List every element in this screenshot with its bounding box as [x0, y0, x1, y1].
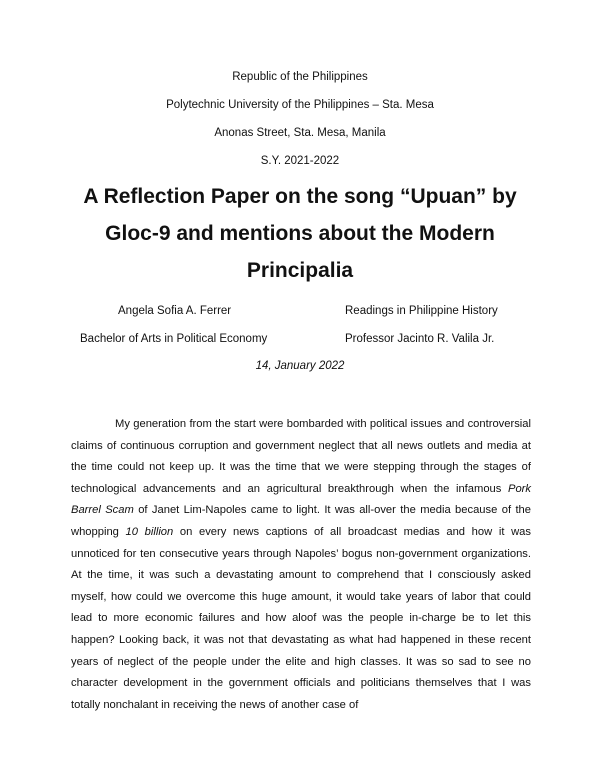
header-school-year: S.Y. 2021-2022 — [260, 155, 340, 167]
body-text-part-3: on every news captions of all broadcast medias and how it was unnoticed for ten consecutive years through Napoles’ bogus non-government organizations. At the time, it was such a devastating amount to comprehend that I consciously asked myself, how could we overcome this huge amount, it would take years of labor that could lead to more economic failures and how aloof was the people in-charge be to let this happen? Looking back, it was not that devastating as what had happened in these recent years of neglect of the people under the elite and high classes. It was so sad to see no character development in the government officials and politicians themselves that I was totally nonchalant in receiving the news of another case of — [71, 525, 531, 711]
header-address: Anonas Street, Sta. Mesa, Manila — [214, 127, 386, 139]
header-university: Polytechnic University of the Philippines – Sta. Mesa — [166, 99, 434, 111]
body-text-part-1: My generation from the start were bombarded with political issues and controversial claims of continuous corruption and government neglect that all news outlets and media at the time could not keep up. It was the time that we were stepping through the stages of technological advancements and an agricultural breakthrough when the infamous — [71, 418, 531, 495]
body-italic-amount: 10 billion — [125, 525, 174, 538]
course-subject: Readings in Philippine History — [345, 305, 498, 317]
body-italic-pork-barrel: Pork Barrel Scam — [71, 482, 531, 517]
title-line-1: A Reflection Paper on the song “Upuan” by — [83, 185, 517, 208]
title-line-2: Gloc-9 and mentions about the Modern — [105, 222, 495, 245]
document-date: 14, January 2022 — [255, 360, 345, 372]
course-professor: Professor Jacinto R. Valila Jr. — [345, 333, 495, 345]
author-program: Bachelor of Arts in Political Economy — [80, 333, 268, 345]
body-paragraph — [71, 414, 531, 716]
header-country: Republic of the Philippines — [232, 71, 368, 83]
author-name: Angela Sofia A. Ferrer — [118, 305, 232, 317]
title-line-3: Principalia — [246, 259, 354, 282]
body-text-part-2: of Janet Lim-Napoles came to light. It was all-over the media because of the whopping — [71, 504, 531, 538]
